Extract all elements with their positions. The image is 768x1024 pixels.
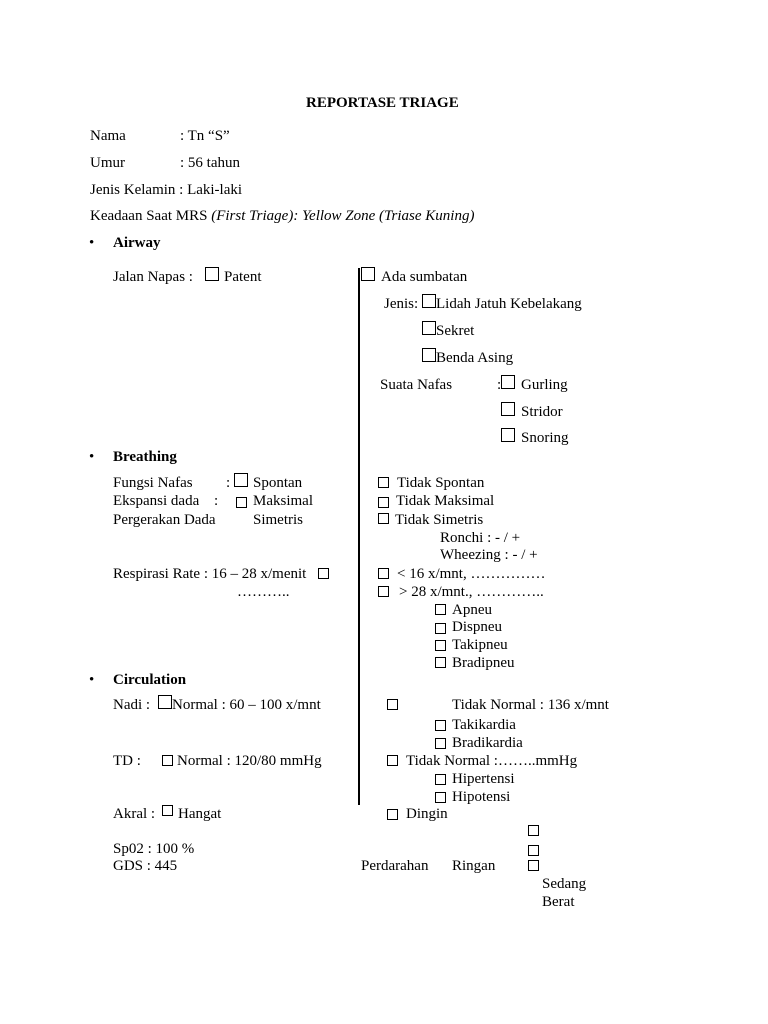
sekret-checkbox[interactable] <box>422 321 436 335</box>
bullet-airway: • <box>89 235 95 251</box>
takipneu-checkbox[interactable] <box>435 640 446 651</box>
nadi-tidak-normal-label: Tidak Normal : 136 x/mnt <box>452 697 609 713</box>
bradipneu-checkbox[interactable] <box>435 657 446 668</box>
nama-value: : Tn “S” <box>180 128 230 144</box>
tidak-simetris-label: Tidak Simetris <box>395 512 484 528</box>
patent-checkbox[interactable] <box>205 267 219 281</box>
keadaan-label: Keadaan Saat MRS <box>90 208 212 224</box>
maksimal-checkbox[interactable] <box>236 497 247 508</box>
respirasi-normal-checkbox[interactable] <box>318 568 329 579</box>
benda-asing-checkbox[interactable] <box>422 348 436 362</box>
td-normal-label: Normal : 120/80 mmHg <box>177 753 322 769</box>
sedang-label: Sedang <box>542 876 587 892</box>
simetris-label: Simetris <box>253 512 304 528</box>
ringan-label: Ringan <box>452 858 496 874</box>
hipertensi-label: Hipertensi <box>452 771 515 787</box>
hipotensi-checkbox[interactable] <box>435 792 446 803</box>
ada-sumbatan-checkbox[interactable] <box>361 267 375 281</box>
airway-heading: Airway <box>113 235 161 251</box>
patent-label: Patent <box>224 269 262 285</box>
bradikardia-checkbox[interactable] <box>435 738 446 749</box>
stridor-checkbox[interactable] <box>501 402 515 416</box>
umur-value: : 56 tahun <box>180 155 240 171</box>
page-title: REPORTASE TRIAGE <box>306 95 459 111</box>
dispneu-label: Dispneu <box>452 619 502 635</box>
td-normal-checkbox[interactable] <box>162 755 173 766</box>
tidak-maksimal-checkbox[interactable] <box>378 497 389 508</box>
perdarahan-ringan-checkbox[interactable] <box>528 825 539 836</box>
keadaan-value: (First Triage): Yellow Zone (Triase Kuning) <box>211 208 475 224</box>
hangat-label: Hangat <box>178 806 222 822</box>
lt16-label: < 16 x/mnt, …………… <box>397 566 546 582</box>
gurling-checkbox[interactable] <box>501 375 515 389</box>
respirasi-rate: Respirasi Rate : 16 – 28 x/menit <box>113 566 307 582</box>
hipotensi-label: Hipotensi <box>452 789 511 805</box>
tidak-simetris-checkbox[interactable] <box>378 513 389 524</box>
td-tidak-normal-label: Tidak Normal :……..mmHg <box>406 753 578 769</box>
jalan-napas-label: Jalan Napas : <box>113 269 193 285</box>
perdarahan-label: Perdarahan <box>361 858 429 874</box>
bullet-circulation: • <box>89 672 95 688</box>
suara-nafas-label: Suata Nafas <box>380 377 453 393</box>
benda-asing-label: Benda Asing <box>436 350 514 366</box>
breathing-heading: Breathing <box>113 449 177 465</box>
circulation-heading: Circulation <box>113 672 187 688</box>
dispneu-checkbox[interactable] <box>435 623 446 634</box>
ekspansi-colon: : <box>214 493 219 509</box>
keadaan-mrs <box>90 207 474 225</box>
nadi-normal-label: Normal : 60 – 100 x/mnt <box>172 697 321 713</box>
umur-label: Umur <box>90 155 125 171</box>
respirasi-dots: ……….. <box>237 584 290 600</box>
berat-label: Berat <box>542 894 575 910</box>
td-label: TD : <box>113 753 141 769</box>
snoring-checkbox[interactable] <box>501 428 515 442</box>
nadi-label: Nadi : <box>113 697 151 713</box>
spo2: Sp02 : 100 % <box>113 841 195 857</box>
column-divider <box>358 268 360 805</box>
akral-label: Akral : <box>113 806 156 822</box>
hangat-checkbox[interactable] <box>162 805 173 816</box>
perdarahan-berat-checkbox[interactable] <box>528 860 539 871</box>
suara-nafas-colon: : <box>497 377 502 393</box>
td-tidak-normal-checkbox[interactable] <box>387 755 398 766</box>
sekret-label: Sekret <box>436 323 475 339</box>
stridor-label: Stridor <box>521 404 563 420</box>
dingin-checkbox[interactable] <box>387 809 398 820</box>
apneu-checkbox[interactable] <box>435 604 446 615</box>
takipneu-label: Takipneu <box>452 637 508 653</box>
wheezing: Wheezing : - / + <box>440 547 538 563</box>
nadi-tidak-normal-checkbox[interactable] <box>387 699 398 710</box>
snoring-label: Snoring <box>521 430 569 446</box>
ronchi: Ronchi : - / + <box>440 530 521 546</box>
lidah-checkbox[interactable] <box>422 294 436 308</box>
ekspansi-label: Ekspansi dada <box>113 493 200 509</box>
ada-sumbatan-label: Ada sumbatan <box>381 269 468 285</box>
gt28-label: > 28 x/mnt., ………….. <box>399 584 544 600</box>
hipertensi-checkbox[interactable] <box>435 774 446 785</box>
bullet-breathing: • <box>89 449 95 465</box>
pergerakan-label: Pergerakan Dada <box>113 512 216 528</box>
gt28-checkbox[interactable] <box>378 586 389 597</box>
spontan-checkbox[interactable] <box>234 473 248 487</box>
bradipneu-label: Bradipneu <box>452 655 515 671</box>
jenis-kelamin: Jenis Kelamin : Laki-laki <box>90 182 243 198</box>
tidak-spontan-checkbox[interactable] <box>378 477 389 488</box>
nama-label: Nama <box>90 128 126 144</box>
tidak-spontan-label: Tidak Spontan <box>397 475 485 491</box>
gurling-label: Gurling <box>521 377 568 393</box>
takikardia-label: Takikardia <box>452 717 516 733</box>
bradikardia-label: Bradikardia <box>452 735 523 751</box>
fungsi-nafas-label: Fungsi Nafas <box>113 475 193 491</box>
apneu-label: Apneu <box>452 602 492 618</box>
lidah-label: Lidah Jatuh Kebelakang <box>436 296 582 312</box>
tidak-maksimal-label: Tidak Maksimal <box>396 493 495 509</box>
gds: GDS : 445 <box>113 858 178 874</box>
perdarahan-sedang-checkbox[interactable] <box>528 845 539 856</box>
maksimal-label: Maksimal <box>253 493 313 509</box>
spontan-label: Spontan <box>253 475 303 491</box>
nadi-normal-checkbox[interactable] <box>158 695 172 709</box>
lt16-checkbox[interactable] <box>378 568 389 579</box>
fungsi-nafas-colon: : <box>226 475 231 491</box>
dingin-label: Dingin <box>406 806 448 822</box>
jenis-label: Jenis: <box>384 296 419 312</box>
takikardia-checkbox[interactable] <box>435 720 446 731</box>
